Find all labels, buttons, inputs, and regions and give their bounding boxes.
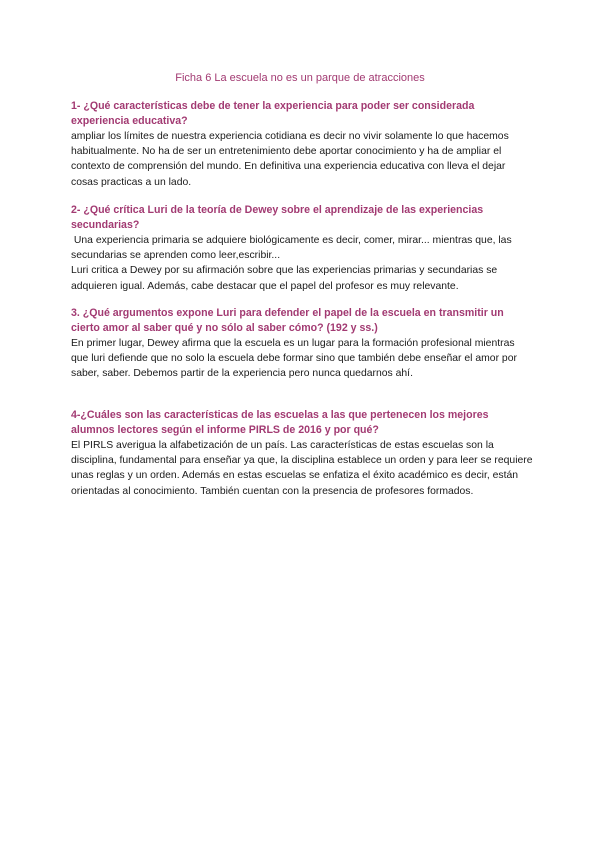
answer-3 [71, 336, 533, 382]
answer-paragraph: ampliar los límites de nuestra experiencia cotidiana es decir no vivir solamente lo que hacemos habitualmente. No ha de ser un entretenimiento debe aportar conocimiento y ha de ampliar el contexto de comprensión del mundo. En definitiva una experiencia educativa con lleva el dejar cosas practicas a un lado. [71, 131, 509, 188]
section-3 [71, 306, 533, 382]
answer-4 [71, 438, 533, 499]
answer-1 [71, 129, 533, 190]
answer-paragraph: En primer lugar, Dewey afirma que la escuela es un lugar para la formación profesional mientras que luri defiende que no solo la escuela debe formar sino que también debe enseñar el amor por saber, saber. Debemos partir de la experiencia pero nunca quedarnos ahí. [71, 338, 517, 380]
section-4 [71, 408, 533, 499]
question-2: 2- ¿Qué crítica Luri de la teoría de Dewey sobre el aprendizaje de las experiencias secundarias? [71, 204, 484, 231]
answer-paragraph: Una experiencia primaria se adquiere biológicamente es decir, comer, mirar... mientras que, las secundarias se aprenden como leer,escribir... [71, 235, 515, 262]
question-4: 4-¿Cuáles son las características de las escuelas a las que pertenecen los mejores alumnos lectores según el informe PIRLS de 2016 y por qué? [71, 409, 489, 436]
answer-paragraph: Luri critica a Dewey por su afirmación sobre que las experiencias primarias y secundarias se adquieren igual. Además, cabe destacar que el papel del profesor es muy relevante. [71, 265, 498, 292]
section-1 [71, 99, 533, 190]
answer-paragraph: El PIRLS averigua la alfabetización de un país. Las características de estas escuelas son la disciplina, fundamental para enseñar ya que, la disciplina establece un orden y para leer se requiere unas reglas y un orden. Además en estas escuelas se enfatiza el éxito académico es decir, están orientadas al conocimiento. También cuentan con la presencia de profesores formados. [71, 440, 533, 497]
document-title: Ficha 6 La escuela no es un parque de atracciones [175, 72, 425, 84]
section-2 [71, 203, 533, 294]
answer-2 [71, 233, 533, 294]
question-3: 3. ¿Qué argumentos expone Luri para defender el papel de la escuela en transmitir un cierto amor al saber qué y no sólo al saber cómo? (192 y ss.) [71, 307, 504, 334]
question-1: 1- ¿Qué características debe de tener la experiencia para poder ser considerada experiencia educativa? [71, 100, 475, 127]
